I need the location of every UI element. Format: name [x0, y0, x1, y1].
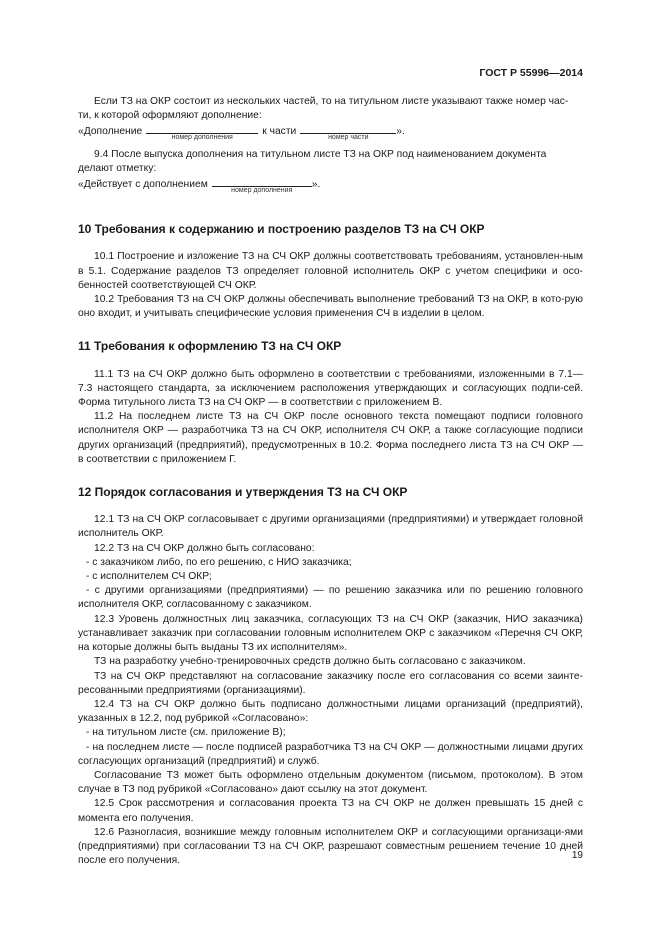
intro-paragraph-1a: Если ТЗ на ОКР состоит из нескольких частей, то на титульном листе указывают также номер час- — [94, 96, 569, 107]
section-11-paragraph-2: 11.2 На последнем листе ТЗ на СЧ ОКР после основного текста помещают подписи головного исполнителя ОКР — разработчика ТЗ на СЧ ОКР, исполнителя СЧ ОКР, а также согласующие подписи других организаций (предприятий), предусмотренных в 10.2. Форма последнего листа ТЗ на СЧ ОКР — в соответствии с приложением Г. — [78, 411, 583, 465]
section-11-paragraph-1: 11.1 ТЗ на СЧ ОКР должно быть оформлено в соответствии с требованиями, изложенными в 7.1—7.3 настоящего стандарта, за исключением расположения утверждающих и согласующих подпи-сей. Форма титульного листа ТЗ на СЧ ОКР — в соответствии с приложением В. — [78, 368, 583, 409]
section-10-paragraph-1: 10.1 Построение и изложение ТЗ на СЧ ОКР должны соответствовать требованиям, установлен-ным в 5.1. Содержание разделов ТЗ определяет головной исполнитель ОКР с учетом специфики и осо-бенностей соответствующей СЧ ОКР. — [78, 251, 583, 291]
section-12-paragraph-7: Согласование ТЗ может быть оформлено отдельным документом (письмом, протоколом). В этом случае в ТЗ под рубрикой «Согласовано» дают ссылку на этот документ. — [78, 769, 583, 796]
section-12-paragraph-1: 12.1 ТЗ на СЧ ОКР согласовывает с другими организациями (предприятиями) и утверждает головной исполнитель ОКР. — [78, 514, 583, 540]
list-item: - на последнем листе — после подписей разработчика ТЗ на СЧ ОКР — должностными лицами других согласующих организаций (предприятий) и служб. — [78, 741, 583, 767]
section-12-paragraph-2: 12.2 ТЗ на СЧ ОКР должно быть согласовано: — [94, 542, 315, 554]
document-body — [78, 95, 583, 868]
list-item: - на титульном листе (см. приложение В); — [86, 727, 286, 739]
section-12-paragraph-5: ТЗ на СЧ ОКР представляют на согласование заказчику после его согласования со всеми заинте-ресованными предприятиями (организациями). — [78, 670, 583, 696]
fill2-prefix: «Действует с дополнением — [78, 179, 208, 191]
section-11-heading: 11 Требования к оформлению ТЗ на СЧ ОКР — [78, 339, 342, 354]
document-header: ГОСТ Р 55996—2014 — [479, 67, 583, 79]
section-12-paragraph-9: 12.6 Разногласия, возникшие между головным исполнителем ОКР и согласующими организаци-ями (предприятиями) при согласовании ТЗ на СЧ ОКР, разрешают совместным решением течение 10 дней после его получения. — [78, 826, 583, 867]
addendum-number-caption-2: номер дополнения — [231, 187, 293, 195]
list-item: - с другими организациями (предприятиями) — по решению заказчика или по решению головного исполнителя ОКР, согласованному с заказчиком. — [78, 585, 583, 611]
fill1-prefix: «Дополнение — [78, 126, 143, 138]
section-10-paragraph-2: 10.2 Требования ТЗ на СЧ ОКР должны обеспечивать выполнение требований ТЗ на ОКР, в кото-рую оно входит, и учитывать специфические условия применения СЧ в изделии в целом. — [78, 294, 583, 320]
intro-paragraph-2b: делают отметку: — [78, 162, 157, 174]
section-12-paragraph-8: 12.5 Срок рассмотрения и согласования проекта ТЗ на СЧ ОКР не должен превышать 15 дней с момента его получения. — [78, 798, 583, 824]
addendum-number-caption: номер дополнения — [171, 134, 233, 142]
section-10-heading: 10 Требования к содержанию и построению разделов ТЗ на СЧ ОКР — [78, 222, 485, 237]
section-12-paragraph-3: 12.3 Уровень должностных лиц заказчика, согласующих ТЗ на СЧ ОКР (заказчик, НИО заказчика) устанавливает заказчик при согласовании головным исполнителем ОКР с заказчиком «Перечня СЧ ОКР, на которые должны быть выданы ТЗ их исполнителям». — [78, 613, 583, 654]
part-number-caption: номер части — [328, 134, 369, 142]
section-12-paragraph-4: ТЗ на разработку учебно-тренировочных средств должно быть согласовано с заказчиком. — [94, 656, 526, 668]
intro-paragraph-1b: ти, к которой оформляют дополнение: — [78, 110, 262, 122]
section-12-heading: 12 Порядок согласования и утверждения ТЗ на СЧ ОКР — [78, 485, 408, 500]
addendum-fill-line — [78, 123, 583, 142]
addendum-number-blank — [146, 123, 258, 142]
intro-paragraph-2a: 9.4 После выпуска дополнения на титульном листе ТЗ на ОКР под наименованием документа — [94, 148, 547, 160]
fill1-middle: к части — [262, 126, 297, 138]
fill2-suffix: ». — [311, 179, 321, 191]
valid-with-addendum-fill-line — [78, 176, 583, 195]
fill1-suffix: ». — [396, 126, 405, 138]
list-item: - с заказчиком либо, по его решению, с НИО заказчика; — [86, 556, 352, 568]
addendum-number-blank-2 — [212, 176, 312, 195]
section-12-paragraph-6: 12.4 ТЗ на СЧ ОКР должно быть подписано должностными лицами организаций (предприятий), указанных в 12.2, под рубрикой «Согласовано»: — [78, 698, 583, 725]
page-number: 19 — [571, 850, 583, 861]
part-number-blank — [300, 123, 396, 142]
list-item: - с исполнителем СЧ ОКР; — [86, 571, 212, 583]
